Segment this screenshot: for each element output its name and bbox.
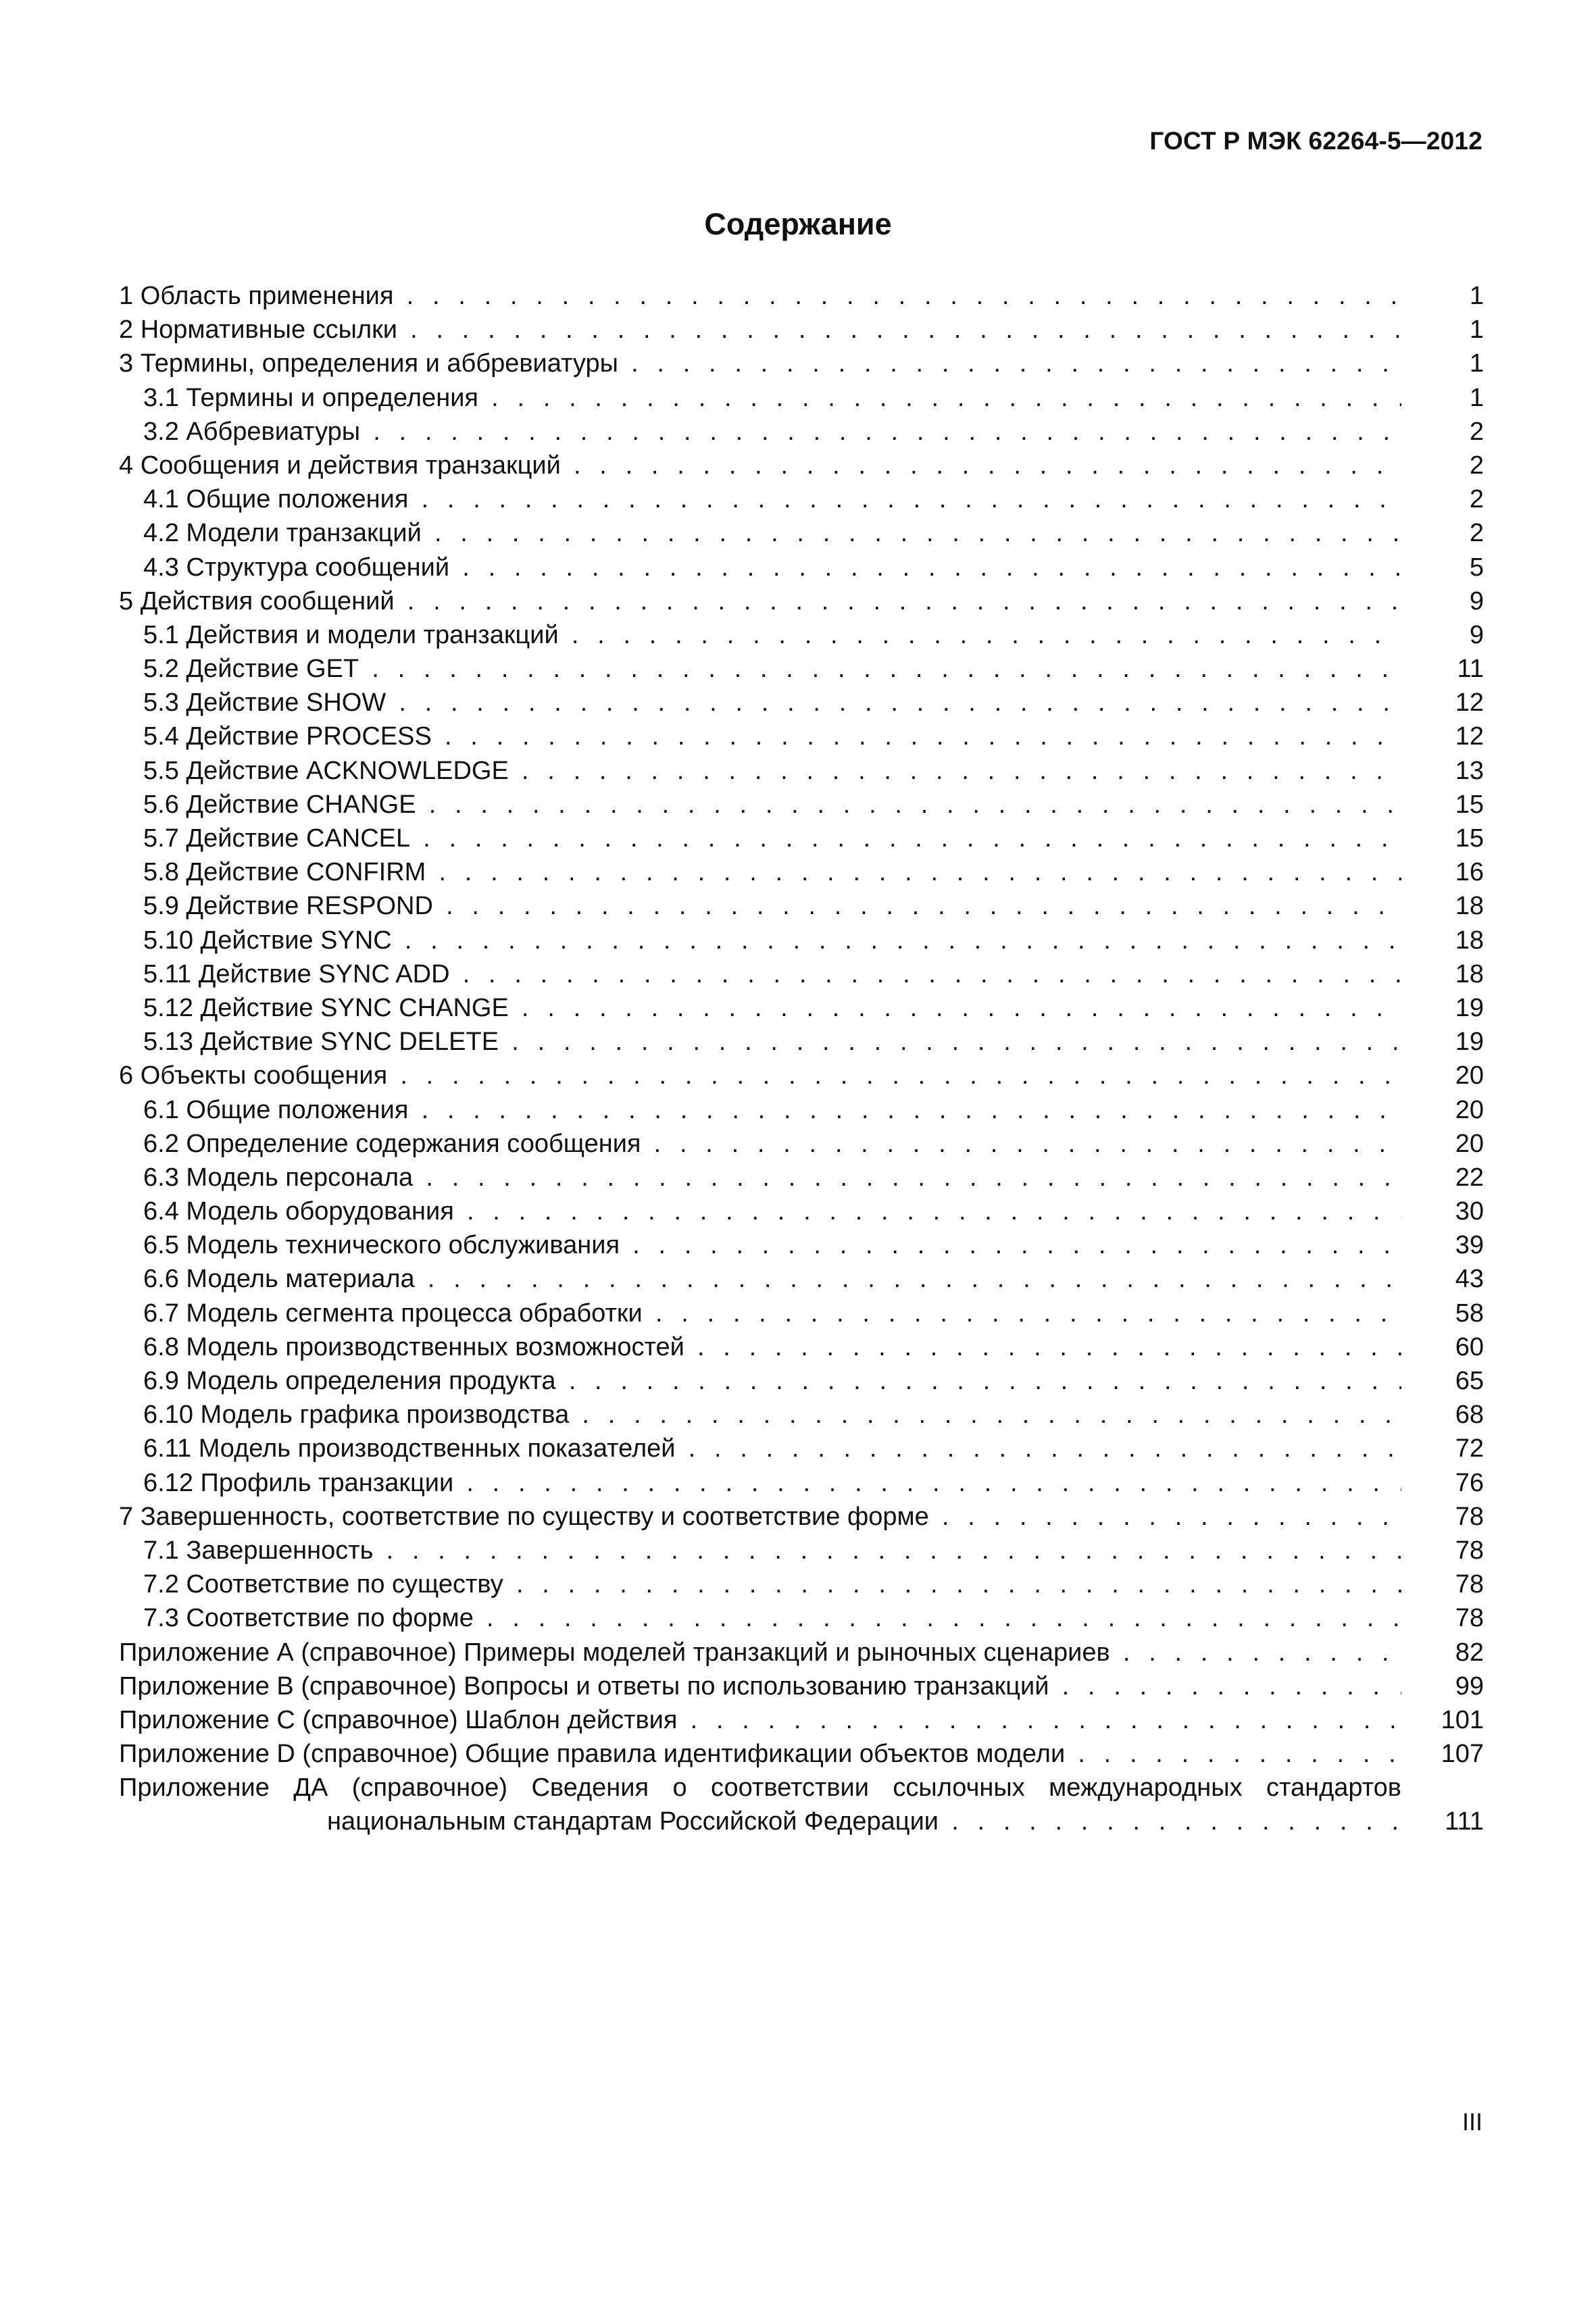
toc-entry-page: 9 xyxy=(1469,620,1484,649)
toc-entry[interactable] xyxy=(119,1297,1484,1330)
toc-entry-label xyxy=(327,1805,1401,1838)
toc-entry-title: 5.11 Действие SYNC ADD xyxy=(143,959,450,988)
toc-entry-label xyxy=(119,347,1401,380)
toc-entry-page: 78 xyxy=(1455,1570,1484,1599)
toc-entry[interactable] xyxy=(119,1025,1484,1059)
toc-entry-label xyxy=(143,889,1401,923)
toc-entry[interactable] xyxy=(119,720,1484,753)
toc-entry-page: 2 xyxy=(1469,417,1484,446)
toc-entry-title: 6.2 Определение содержания сообщения xyxy=(143,1129,641,1158)
toc-entry-title: 5.6 Действие CHANGE xyxy=(143,790,416,819)
toc-entry[interactable] xyxy=(119,924,1484,957)
toc-entry[interactable] xyxy=(119,991,1484,1025)
toc-entry[interactable] xyxy=(119,551,1484,584)
toc-entry[interactable] xyxy=(119,1567,1484,1601)
toc-entry[interactable] xyxy=(119,1059,1484,1092)
toc-entry-page: 72 xyxy=(1455,1434,1484,1463)
toc-entry-page: 58 xyxy=(1455,1299,1484,1328)
toc-entry-page: 39 xyxy=(1455,1231,1484,1260)
toc-entry[interactable] xyxy=(119,1771,1484,1805)
toc-entry-label xyxy=(119,1669,1401,1703)
toc-entry-label xyxy=(143,1127,1401,1161)
toc-entry[interactable] xyxy=(119,1127,1484,1161)
toc-entry-page: 99 xyxy=(1455,1671,1484,1701)
toc-entry-page: 78 xyxy=(1455,1604,1484,1633)
toc-entry-label xyxy=(143,551,1401,584)
toc-entry-label xyxy=(143,482,1401,516)
toc-entry-label xyxy=(143,822,1401,855)
toc-entry-page: 20 xyxy=(1455,1095,1484,1124)
toc-entry[interactable] xyxy=(119,1262,1484,1296)
toc-entry-page: 9 xyxy=(1469,586,1484,615)
toc-entry[interactable] xyxy=(119,1432,1484,1465)
toc-entry[interactable] xyxy=(119,788,1484,822)
toc-entry-label xyxy=(143,1297,1401,1330)
toc-entry[interactable] xyxy=(119,889,1484,923)
toc-entry-label xyxy=(119,279,1401,313)
toc-entry-title: 4.3 Структура сообщений xyxy=(143,553,450,582)
toc-entry-page: 1 xyxy=(1469,282,1484,310)
toc-entry[interactable] xyxy=(119,957,1484,991)
toc-entry-label xyxy=(119,1703,1401,1737)
toc-entry-label xyxy=(143,1432,1401,1465)
toc-entry[interactable] xyxy=(119,822,1484,855)
toc-entry-page: 1 xyxy=(1469,349,1484,378)
toc-entry-title: 5.3 Действие SHOW xyxy=(143,688,386,718)
toc-entry-label xyxy=(143,754,1401,788)
toc-entry[interactable] xyxy=(119,1534,1484,1567)
toc-entry-title: 4 Сообщения и действия транзакций xyxy=(119,451,561,480)
toc-entry-page: 60 xyxy=(1455,1332,1484,1361)
toc-entry[interactable] xyxy=(119,347,1484,380)
toc-entry-label xyxy=(143,788,1401,822)
toc-entry-title: 5.13 Действие SYNC DELETE xyxy=(143,1028,499,1057)
toc-entry-label xyxy=(143,686,1401,720)
toc-entry-page: 16 xyxy=(1455,858,1484,887)
toc-entry-label xyxy=(143,1161,1401,1194)
toc-entry-title: 2 Нормативные ссылки xyxy=(119,316,397,345)
toc-entry-title: 5.1 Действия и модели транзакций xyxy=(143,620,559,649)
toc-entry-label xyxy=(143,1364,1401,1398)
toc-entry-title: 5.4 Действие PROCESS xyxy=(143,722,432,751)
toc-entry-title: 6.10 Модель графика производства xyxy=(143,1401,570,1430)
toc-entry-label xyxy=(143,924,1401,957)
toc-entry[interactable] xyxy=(119,516,1484,550)
toc-entry[interactable] xyxy=(119,482,1484,516)
toc-entry-page: 2 xyxy=(1469,519,1484,548)
toc-entry-title: 5.2 Действие GET xyxy=(143,655,359,684)
toc-entry-page: 43 xyxy=(1455,1265,1484,1294)
toc-entry-title: национальным стандартам Российской Федерации xyxy=(327,1807,939,1836)
toc-entry-page: 65 xyxy=(1455,1367,1484,1395)
toc-entry-label xyxy=(143,415,1401,449)
toc-entry[interactable] xyxy=(119,618,1484,652)
toc-entry-page: 13 xyxy=(1455,756,1484,785)
toc-entry[interactable] xyxy=(119,1669,1484,1703)
toc-entry-page: 20 xyxy=(1455,1129,1484,1158)
toc-entry-page: 11 xyxy=(1457,655,1484,684)
toc-entry[interactable] xyxy=(119,1805,1484,1838)
toc-entry-page: 76 xyxy=(1455,1468,1484,1497)
toc-entry-title: 5.7 Действие CANCEL xyxy=(143,824,411,853)
toc-entry-label xyxy=(119,1059,1401,1092)
toc-entry-label xyxy=(119,1500,1401,1534)
toc-entry[interactable] xyxy=(119,1330,1484,1364)
toc-entry-title: 4.1 Общие положения xyxy=(143,485,409,514)
toc-entry-title: 1 Область применения xyxy=(119,282,394,310)
toc-entry-label xyxy=(119,313,1401,347)
toc-entry-label xyxy=(119,1771,1401,1805)
toc-entry-title: 3 Термины, определения и аббревиатуры xyxy=(119,349,618,378)
toc-entry-title: 7.1 Завершенность xyxy=(143,1536,374,1565)
toc-entry-title: 5.8 Действие CONFIRM xyxy=(143,858,426,887)
toc-entry-title: 3.2 Аббревиатуры xyxy=(143,417,361,446)
toc-entry-page: 18 xyxy=(1455,959,1484,988)
toc-entry-label xyxy=(143,991,1401,1025)
toc-entry-label xyxy=(143,1025,1401,1059)
toc-entry-label xyxy=(143,1466,1401,1500)
toc-entry-label xyxy=(143,1601,1401,1635)
page-number: III xyxy=(1462,2108,1482,2136)
toc-entry-title: 6.4 Модель оборудования xyxy=(143,1197,454,1226)
toc-entry-page: 78 xyxy=(1455,1502,1484,1531)
toc-entry-page: 22 xyxy=(1455,1163,1484,1192)
toc-entry-label xyxy=(143,1567,1401,1601)
toc-entry-title: 6 Объекты сообщения xyxy=(119,1061,388,1090)
toc-entry-label xyxy=(143,855,1401,889)
toc-entry[interactable] xyxy=(119,415,1484,449)
toc-entry[interactable] xyxy=(119,381,1484,415)
toc-entry-title: 7.3 Соответствие по форме xyxy=(143,1604,474,1633)
toc-entry-title: 5.12 Действие SYNC CHANGE xyxy=(143,993,509,1022)
toc-entry-page: 107 xyxy=(1441,1740,1484,1769)
toc-entry-page: 18 xyxy=(1455,892,1484,921)
toc-entry-title: 6.11 Модель производственных показателей xyxy=(143,1434,676,1463)
toc-entry-label xyxy=(119,584,1401,618)
toc-entry-page: 82 xyxy=(1455,1638,1484,1667)
toc-entry-label xyxy=(143,1093,1401,1127)
toc-entry-page: 19 xyxy=(1455,1028,1484,1057)
toc-entry-title: Приложение А (справочное) Примеры моделей транзакций и рыночных сценариев xyxy=(119,1638,1110,1667)
toc-entry-page: 12 xyxy=(1455,688,1484,718)
toc-entry-title: 6.9 Модель определения продукта xyxy=(143,1367,556,1395)
toc-entry-label xyxy=(143,516,1401,550)
toc-entry-title: Приложение С (справочное) Шаблон действия xyxy=(119,1705,678,1734)
toc-entry-title: 6.8 Модель производственных возможностей xyxy=(143,1332,684,1361)
document-code-header: ГОСТ Р МЭК 62264-5—2012 xyxy=(1149,127,1482,155)
toc-entry-page: 15 xyxy=(1455,790,1484,819)
toc-entry-title: 3.1 Термины и определения xyxy=(143,383,479,412)
toc-entry-page: 78 xyxy=(1455,1536,1484,1565)
toc-entry-label xyxy=(119,1737,1401,1771)
toc-entry-page: 68 xyxy=(1455,1401,1484,1430)
toc-entry-title: 6.12 Профиль транзакции xyxy=(143,1468,454,1497)
toc-entry-title: 7 Завершенность, соответствие по существу и соответствие форме xyxy=(119,1502,929,1531)
toc-entry-label xyxy=(143,1534,1401,1567)
toc-entry-title: Приложение D (справочное) Общие правила идентификации объектов модели xyxy=(119,1740,1066,1769)
toc-entry[interactable] xyxy=(119,1228,1484,1262)
toc-entry[interactable] xyxy=(119,1161,1484,1194)
toc-entry-title: 6.3 Модель персонала xyxy=(143,1163,414,1192)
toc-entry-page: 101 xyxy=(1441,1705,1484,1734)
toc-entry[interactable] xyxy=(119,855,1484,889)
toc-entry-title: Приложение ДА (справочное) Сведения о соответствии ссылочных международных стандартов xyxy=(119,1774,1401,1803)
toc-entry[interactable] xyxy=(119,1703,1484,1737)
toc-entry-label xyxy=(143,957,1401,991)
toc-entry-page: 111 xyxy=(1445,1807,1484,1836)
toc-entry[interactable] xyxy=(119,652,1484,686)
toc-entry-title: 6.5 Модель технического обслуживания xyxy=(143,1231,620,1260)
toc-entry-page: 1 xyxy=(1469,316,1484,345)
toc-entry-label xyxy=(143,1228,1401,1262)
toc-entry[interactable] xyxy=(119,1398,1484,1432)
toc-entry-label xyxy=(143,1330,1401,1364)
toc-entry-page: 30 xyxy=(1455,1197,1484,1226)
toc-entry[interactable] xyxy=(119,313,1484,347)
toc-entry-page: 2 xyxy=(1469,485,1484,514)
toc-entry-page: 19 xyxy=(1455,993,1484,1022)
toc-entry-page: 12 xyxy=(1455,722,1484,751)
toc-entry-page: 20 xyxy=(1455,1061,1484,1090)
toc-entry[interactable] xyxy=(119,1500,1484,1534)
toc-entry-label xyxy=(119,1636,1401,1669)
toc-entry-page: 1 xyxy=(1469,383,1484,412)
toc-entry[interactable] xyxy=(119,449,1484,482)
toc-entry-page: 18 xyxy=(1455,926,1484,955)
toc-entry[interactable] xyxy=(119,1466,1484,1500)
toc-entry[interactable] xyxy=(119,279,1484,313)
toc-entry-label xyxy=(143,1398,1401,1432)
toc-entry-label xyxy=(143,652,1401,686)
toc-entry-title: 6.7 Модель сегмента процесса обработки xyxy=(143,1299,643,1328)
toc-entry-title: 5.10 Действие SYNC xyxy=(143,926,392,955)
toc-entry-label xyxy=(143,1262,1401,1296)
toc-entry-label xyxy=(143,618,1401,652)
toc-entry[interactable] xyxy=(119,1364,1484,1398)
toc-entry[interactable] xyxy=(119,686,1484,720)
toc-entry-label xyxy=(119,449,1401,482)
toc-entry[interactable] xyxy=(119,1194,1484,1228)
toc-title: Содержание xyxy=(704,207,892,241)
toc-entry-title: 5.5 Действие ACKNOWLEDGE xyxy=(143,756,509,785)
toc-entry-label xyxy=(143,381,1401,415)
toc-entry-title: 5.9 Действие RESPOND xyxy=(143,892,433,921)
toc-entry-label xyxy=(143,1194,1401,1228)
toc-entry-page: 5 xyxy=(1469,553,1484,582)
toc-entry-title: 7.2 Соответствие по существу xyxy=(143,1570,503,1599)
toc-entry-title: 5 Действия сообщений xyxy=(119,586,395,615)
toc-entry-page: 2 xyxy=(1469,451,1484,480)
toc-entry-title: 4.2 Модели транзакций xyxy=(143,519,422,548)
toc-entry-page: 15 xyxy=(1455,824,1484,853)
toc-entry-title: 6.6 Модель материала xyxy=(143,1265,415,1294)
toc-entry-label xyxy=(143,720,1401,753)
toc-entry[interactable] xyxy=(119,754,1484,788)
toc-entry[interactable] xyxy=(119,1636,1484,1669)
table-of-contents xyxy=(119,279,1484,1839)
toc-entry[interactable] xyxy=(119,1737,1484,1771)
toc-entry-title: Приложение В (справочное) Вопросы и ответы по использованию транзакций xyxy=(119,1671,1049,1701)
toc-entry[interactable] xyxy=(119,584,1484,618)
toc-entry-title: 6.1 Общие положения xyxy=(143,1095,409,1124)
toc-entry[interactable] xyxy=(119,1601,1484,1635)
toc-entry[interactable] xyxy=(119,1093,1484,1127)
